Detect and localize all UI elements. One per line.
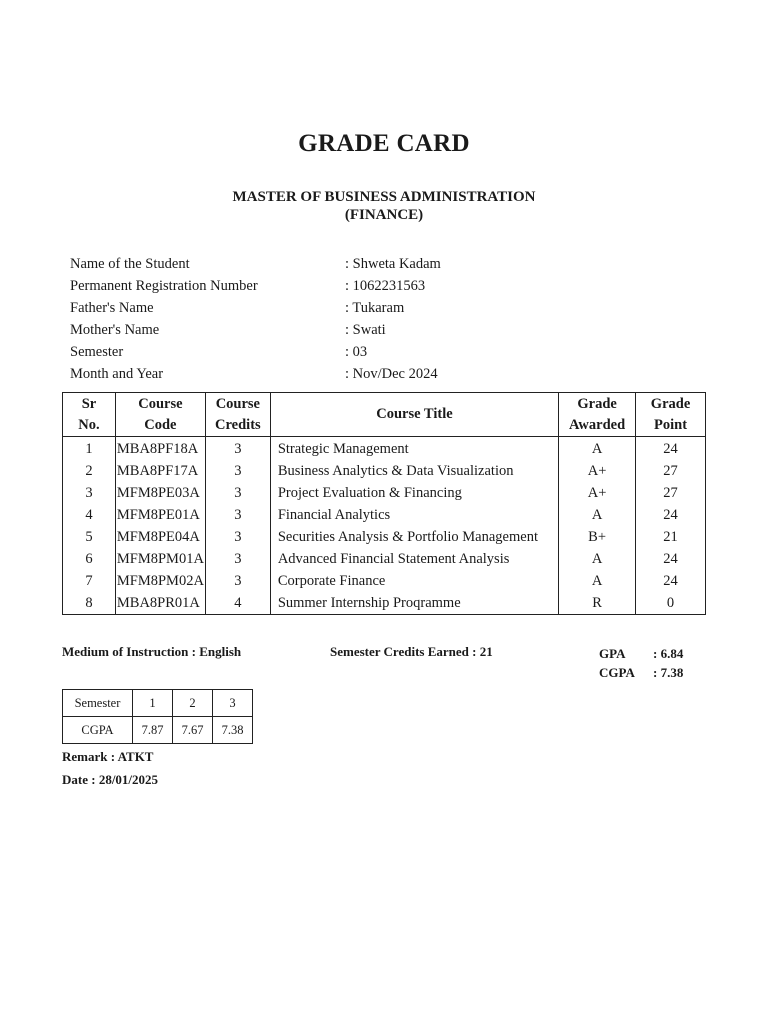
info-value: : 03: [345, 344, 368, 360]
cgpa-cell: 7.38: [213, 717, 253, 744]
cell-grade: R: [559, 592, 636, 615]
cell-credits: 3: [205, 437, 270, 461]
info-label: Father's Name: [70, 300, 154, 316]
table-row: [63, 437, 706, 461]
info-label: Name of the Student: [70, 256, 190, 272]
cell-point: 24: [636, 437, 706, 461]
cell-point: 27: [636, 482, 706, 504]
info-row-father: [70, 297, 690, 319]
info-value: : Shweta Kadam: [345, 256, 441, 272]
cell-grade: A: [559, 437, 636, 461]
cgpa-label: CGPA: [599, 665, 635, 680]
page-title: GRADE CARD: [298, 130, 470, 157]
info-label: Month and Year: [70, 366, 164, 382]
cell-credits: 3: [205, 460, 270, 482]
info-row-month-year: [70, 363, 690, 385]
table-row: [63, 526, 706, 548]
table-row: [63, 548, 706, 570]
cell-code: MFM8PE01A: [115, 504, 205, 526]
table-row: [63, 570, 706, 592]
table-row: [63, 592, 706, 615]
table-row: [63, 504, 706, 526]
cell-code: MFM8PE03A: [115, 482, 205, 504]
cell-credits: 3: [205, 504, 270, 526]
cgpa-semester-row: [63, 690, 253, 717]
info-value: : Tukaram: [345, 300, 405, 316]
program-name: [0, 188, 768, 224]
cell-title: Business Analytics & Data Visualization: [270, 460, 558, 482]
cell-title: Corporate Finance: [270, 570, 558, 592]
gpa-block: [599, 644, 683, 682]
cell-point: 0: [636, 592, 706, 615]
cell-credits: 3: [205, 482, 270, 504]
cell-sr: 6: [63, 548, 116, 570]
cell-point: 27: [636, 460, 706, 482]
info-row-prn: [70, 275, 690, 297]
cell-grade: A+: [559, 482, 636, 504]
info-value: : 1062231563: [345, 278, 426, 294]
cell-point: 21: [636, 526, 706, 548]
info-row-semester: [70, 341, 690, 363]
cell-credits: 3: [205, 526, 270, 548]
cell-grade: A: [559, 570, 636, 592]
cell-sr: 7: [63, 570, 116, 592]
student-info: [70, 253, 690, 385]
cell-grade: A: [559, 548, 636, 570]
cell-sr: 3: [63, 482, 116, 504]
cell-grade: A+: [559, 460, 636, 482]
cell-code: MBA8PF18A: [115, 437, 205, 461]
cgpa-cell: 7.87: [133, 717, 173, 744]
issue-date: Date : 28/01/2025: [62, 772, 159, 787]
gpa-row: [599, 644, 683, 663]
medium-of-instruction: Medium of Instruction : English: [62, 644, 242, 659]
cgpa-header: CGPA: [63, 717, 133, 744]
cell-title: Strategic Management: [270, 437, 558, 461]
cell-sr: 2: [63, 460, 116, 482]
grades-table: [62, 392, 706, 615]
cell-title: Project Evaluation & Financing: [270, 482, 558, 504]
cell-grade: A: [559, 504, 636, 526]
info-label: Semester: [70, 344, 124, 360]
cell-title: Financial Analytics: [270, 504, 558, 526]
cell-credits: 3: [205, 570, 270, 592]
header-course-code: Course Code: [115, 393, 205, 437]
header-sr-no: Sr No.: [63, 393, 116, 437]
remark: Remark : ATKT: [62, 749, 154, 764]
table-header-row: [63, 393, 706, 437]
cell-point: 24: [636, 504, 706, 526]
semester-header: Semester: [63, 690, 133, 717]
cell-credits: 3: [205, 548, 270, 570]
cell-point: 24: [636, 548, 706, 570]
cell-sr: 4: [63, 504, 116, 526]
cell-sr: 8: [63, 592, 116, 615]
semester-number: 3: [213, 690, 253, 717]
cell-point: 24: [636, 570, 706, 592]
cell-title: Advanced Financial Statement Analysis: [270, 548, 558, 570]
cell-code: MBA8PR01A: [115, 592, 205, 615]
cell-code: MFM8PE04A: [115, 526, 205, 548]
cell-sr: 5: [63, 526, 116, 548]
cgpa-value: : 7.38: [653, 665, 684, 680]
table-row: [63, 482, 706, 504]
semester-credits-earned: Semester Credits Earned : 21: [330, 644, 493, 659]
gpa-value: : 6.84: [653, 646, 684, 661]
cell-title: Summer Internship Proqramme: [270, 592, 558, 615]
program-line-2: (FINANCE): [344, 207, 424, 223]
cell-code: MFM8PM02A: [115, 570, 205, 592]
cgpa-history-table: [62, 689, 253, 744]
cgpa-value-row: [63, 717, 253, 744]
cell-sr: 1: [63, 437, 116, 461]
info-row-name: [70, 253, 690, 275]
program-line-1: MASTER OF BUSINESS ADMINISTRATION: [232, 189, 536, 205]
header-course-credits: Course Credits: [205, 393, 270, 437]
semester-number: 1: [133, 690, 173, 717]
table-row: [63, 460, 706, 482]
header-course-title: Course Title: [270, 393, 558, 437]
info-value: : Nov/Dec 2024: [345, 366, 438, 382]
cell-credits: 4: [205, 592, 270, 615]
cell-code: MFM8PM01A: [115, 548, 205, 570]
gpa-label: GPA: [599, 646, 626, 661]
cell-code: MBA8PF17A: [115, 460, 205, 482]
info-value: : Swati: [345, 322, 386, 338]
cgpa-cell: 7.67: [173, 717, 213, 744]
cell-title: Securities Analysis & Portfolio Management: [270, 526, 558, 548]
info-label: Permanent Registration Number: [70, 278, 258, 294]
header-grade-awarded: Grade Awarded: [559, 393, 636, 437]
info-row-mother: [70, 319, 690, 341]
cgpa-row: [599, 663, 683, 682]
cell-grade: B+: [559, 526, 636, 548]
info-label: Mother's Name: [70, 322, 160, 338]
header-grade-point: Grade Point: [636, 393, 706, 437]
semester-number: 2: [173, 690, 213, 717]
